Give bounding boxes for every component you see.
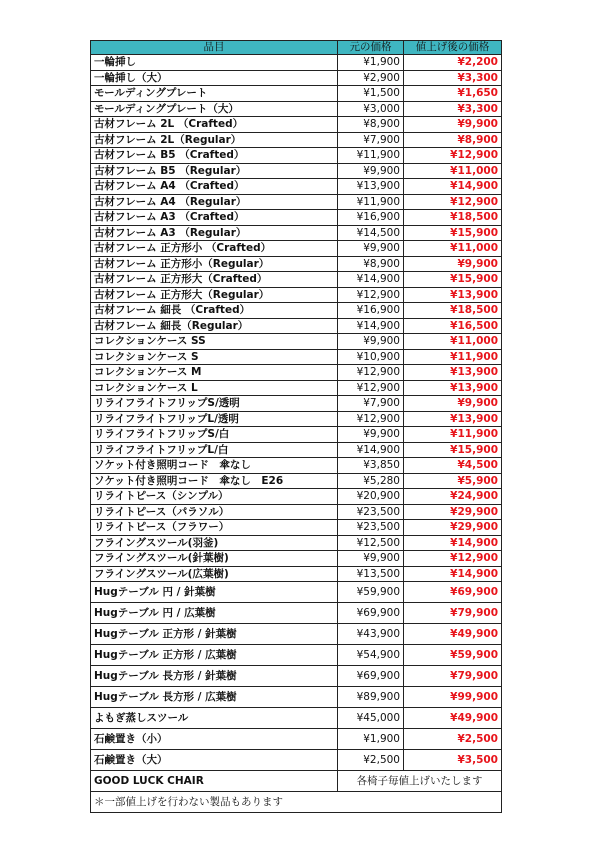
table-row xyxy=(91,771,502,792)
original-price: ¥8,900 xyxy=(338,117,404,133)
table-row xyxy=(91,148,502,164)
original-price: ¥14,900 xyxy=(338,272,404,288)
table-row xyxy=(91,287,502,303)
table-row xyxy=(91,101,502,117)
table-body xyxy=(91,55,502,813)
new-price: ¥12,900 xyxy=(404,194,502,210)
new-price: ¥9,900 xyxy=(404,396,502,412)
price-table xyxy=(90,40,502,813)
new-price: ¥14,900 xyxy=(404,535,502,551)
table-row xyxy=(91,504,502,520)
footnote: ＊一部値上げを行わない製品もあります xyxy=(91,792,502,813)
table-row xyxy=(91,687,502,708)
item-name: 古材フレーム 2L （Crafted） xyxy=(91,117,338,133)
table-row xyxy=(91,411,502,427)
new-price: ¥2,200 xyxy=(404,55,502,71)
table-row xyxy=(91,442,502,458)
item-name: リライトピース（フラワー） xyxy=(91,520,338,536)
item-name: ソケット付き照明コード 傘なし E26 xyxy=(91,473,338,489)
table-row xyxy=(91,256,502,272)
table-row xyxy=(91,210,502,226)
new-price: ¥29,900 xyxy=(404,520,502,536)
original-price: ¥2,500 xyxy=(338,750,404,771)
new-price: ¥15,900 xyxy=(404,442,502,458)
item-name: 古材フレーム A4 （Regular） xyxy=(91,194,338,210)
table-row xyxy=(91,241,502,257)
new-price: ¥49,900 xyxy=(404,624,502,645)
table-row xyxy=(91,750,502,771)
table-row xyxy=(91,729,502,750)
table-row xyxy=(91,396,502,412)
table-row xyxy=(91,349,502,365)
new-price: ¥14,900 xyxy=(404,179,502,195)
original-price: ¥1,900 xyxy=(338,729,404,750)
new-price: ¥12,900 xyxy=(404,148,502,164)
new-price: ¥13,900 xyxy=(404,411,502,427)
new-price: ¥18,500 xyxy=(404,210,502,226)
table-row xyxy=(91,179,502,195)
table-row xyxy=(91,380,502,396)
item-name: フライングスツール(羽釜) xyxy=(91,535,338,551)
original-price: ¥23,500 xyxy=(338,504,404,520)
original-price: ¥13,500 xyxy=(338,566,404,582)
item-name: リライフライトフリップL/白 xyxy=(91,442,338,458)
table-row xyxy=(91,520,502,536)
item-name: よもぎ蒸しスツール xyxy=(91,708,338,729)
original-price: ¥8,900 xyxy=(338,256,404,272)
new-price: ¥49,900 xyxy=(404,708,502,729)
original-price: ¥3,850 xyxy=(338,458,404,474)
new-price: ¥3,300 xyxy=(404,101,502,117)
new-price: ¥15,900 xyxy=(404,272,502,288)
new-price: ¥9,900 xyxy=(404,117,502,133)
item-name: Hugテーブル 正方形 / 広葉樹 xyxy=(91,645,338,666)
new-price: ¥2,500 xyxy=(404,729,502,750)
item-name: モールディングプレート xyxy=(91,86,338,102)
item-name: Hugテーブル 長方形 / 広葉樹 xyxy=(91,687,338,708)
table-row xyxy=(91,566,502,582)
item-name: 古材フレーム 正方形大（Regular） xyxy=(91,287,338,303)
new-price: ¥79,900 xyxy=(404,666,502,687)
item-name: Hugテーブル 正方形 / 針葉樹 xyxy=(91,624,338,645)
item-name: 古材フレーム B5 （Crafted） xyxy=(91,148,338,164)
new-price: ¥13,900 xyxy=(404,287,502,303)
original-price: ¥9,900 xyxy=(338,427,404,443)
table-row xyxy=(91,334,502,350)
new-price: ¥69,900 xyxy=(404,582,502,603)
original-price: ¥43,900 xyxy=(338,624,404,645)
item-name: Hugテーブル 円 / 針葉樹 xyxy=(91,582,338,603)
table-row xyxy=(91,225,502,241)
table-row xyxy=(91,194,502,210)
item-name: ソケット付き照明コード 傘なし xyxy=(91,458,338,474)
original-price: ¥12,900 xyxy=(338,287,404,303)
new-price: ¥24,900 xyxy=(404,489,502,505)
new-price: ¥16,500 xyxy=(404,318,502,334)
new-price: ¥11,000 xyxy=(404,163,502,179)
item-name: 古材フレーム 正方形小（Regular） xyxy=(91,256,338,272)
item-name: 一輪挿し（大） xyxy=(91,70,338,86)
table-row xyxy=(91,666,502,687)
new-price: ¥11,900 xyxy=(404,427,502,443)
table-row xyxy=(91,473,502,489)
item-name: 石鹸置き（大） xyxy=(91,750,338,771)
item-name: フライングスツール(広葉樹) xyxy=(91,566,338,582)
new-price: ¥14,900 xyxy=(404,566,502,582)
new-price: ¥59,900 xyxy=(404,645,502,666)
item-name: 一輪挿し xyxy=(91,55,338,71)
item-name: 古材フレーム 2L（Regular） xyxy=(91,132,338,148)
original-price: ¥7,900 xyxy=(338,396,404,412)
original-price: ¥12,500 xyxy=(338,535,404,551)
header-new-price: 値上げ後の価格 xyxy=(404,41,502,55)
table-row xyxy=(91,582,502,603)
table-row xyxy=(91,551,502,567)
item-name: コレクションケース SS xyxy=(91,334,338,350)
original-price: ¥3,000 xyxy=(338,101,404,117)
original-price: ¥14,900 xyxy=(338,442,404,458)
item-name: コレクションケース M xyxy=(91,365,338,381)
new-price: ¥29,900 xyxy=(404,504,502,520)
new-price: ¥13,900 xyxy=(404,365,502,381)
item-name: 古材フレーム B5 （Regular） xyxy=(91,163,338,179)
table-row xyxy=(91,70,502,86)
original-price: ¥16,900 xyxy=(338,303,404,319)
new-price: ¥99,900 xyxy=(404,687,502,708)
header-item: 品目 xyxy=(91,41,338,55)
new-price: ¥11,900 xyxy=(404,349,502,365)
original-price: ¥69,900 xyxy=(338,666,404,687)
price-note: 各椅子毎値上げいたします xyxy=(338,771,502,792)
table-row xyxy=(91,303,502,319)
item-name: 古材フレーム A4 （Crafted） xyxy=(91,179,338,195)
table-header-row xyxy=(91,41,502,55)
item-name: リライフライトフリップS/白 xyxy=(91,427,338,443)
item-name: GOOD LUCK CHAIR xyxy=(91,771,338,792)
original-price: ¥9,900 xyxy=(338,241,404,257)
item-name: リライフライトフリップS/透明 xyxy=(91,396,338,412)
original-price: ¥23,500 xyxy=(338,520,404,536)
table-row xyxy=(91,603,502,624)
item-name: 古材フレーム 正方形大（Crafted） xyxy=(91,272,338,288)
original-price: ¥10,900 xyxy=(338,349,404,365)
original-price: ¥54,900 xyxy=(338,645,404,666)
original-price: ¥12,900 xyxy=(338,365,404,381)
item-name: コレクションケース S xyxy=(91,349,338,365)
original-price: ¥9,900 xyxy=(338,551,404,567)
table-row xyxy=(91,86,502,102)
table-row xyxy=(91,427,502,443)
table-row xyxy=(91,645,502,666)
original-price: ¥7,900 xyxy=(338,132,404,148)
item-name: 古材フレーム 細長 （Crafted） xyxy=(91,303,338,319)
original-price: ¥14,900 xyxy=(338,318,404,334)
new-price: ¥11,000 xyxy=(404,241,502,257)
table-row xyxy=(91,624,502,645)
table-row xyxy=(91,163,502,179)
new-price: ¥3,500 xyxy=(404,750,502,771)
item-name: 古材フレーム A3 （Regular） xyxy=(91,225,338,241)
new-price: ¥4,500 xyxy=(404,458,502,474)
item-name: 古材フレーム 正方形小 （Crafted） xyxy=(91,241,338,257)
original-price: ¥59,900 xyxy=(338,582,404,603)
item-name: モールディングプレート（大） xyxy=(91,101,338,117)
original-price: ¥9,900 xyxy=(338,163,404,179)
original-price: ¥11,900 xyxy=(338,148,404,164)
item-name: フライングスツール(針葉樹) xyxy=(91,551,338,567)
original-price: ¥89,900 xyxy=(338,687,404,708)
original-price: ¥45,000 xyxy=(338,708,404,729)
new-price: ¥12,900 xyxy=(404,551,502,567)
new-price: ¥3,300 xyxy=(404,70,502,86)
original-price: ¥13,900 xyxy=(338,179,404,195)
new-price: ¥5,900 xyxy=(404,473,502,489)
footnote-row xyxy=(91,792,502,813)
item-name: リライフライトフリップL/透明 xyxy=(91,411,338,427)
table-row xyxy=(91,458,502,474)
original-price: ¥5,280 xyxy=(338,473,404,489)
item-name: リライトピース（パラソル） xyxy=(91,504,338,520)
item-name: 古材フレーム A3 （Crafted） xyxy=(91,210,338,226)
original-price: ¥9,900 xyxy=(338,334,404,350)
table-row xyxy=(91,117,502,133)
new-price: ¥18,500 xyxy=(404,303,502,319)
original-price: ¥12,900 xyxy=(338,380,404,396)
original-price: ¥69,900 xyxy=(338,603,404,624)
original-price: ¥20,900 xyxy=(338,489,404,505)
table-row xyxy=(91,489,502,505)
new-price: ¥1,650 xyxy=(404,86,502,102)
table-row xyxy=(91,535,502,551)
item-name: 石鹸置き（小） xyxy=(91,729,338,750)
original-price: ¥1,500 xyxy=(338,86,404,102)
table-row xyxy=(91,132,502,148)
item-name: Hugテーブル 長方形 / 針葉樹 xyxy=(91,666,338,687)
table-row xyxy=(91,272,502,288)
new-price: ¥13,900 xyxy=(404,380,502,396)
original-price: ¥11,900 xyxy=(338,194,404,210)
new-price: ¥15,900 xyxy=(404,225,502,241)
item-name: コレクションケース L xyxy=(91,380,338,396)
table-row xyxy=(91,365,502,381)
new-price: ¥8,900 xyxy=(404,132,502,148)
table-row xyxy=(91,55,502,71)
original-price: ¥16,900 xyxy=(338,210,404,226)
original-price: ¥1,900 xyxy=(338,55,404,71)
item-name: 古材フレーム 細長（Regular） xyxy=(91,318,338,334)
new-price: ¥79,900 xyxy=(404,603,502,624)
original-price: ¥12,900 xyxy=(338,411,404,427)
item-name: リライトピース（シンプル） xyxy=(91,489,338,505)
table-row xyxy=(91,318,502,334)
new-price: ¥9,900 xyxy=(404,256,502,272)
item-name: Hugテーブル 円 / 広葉樹 xyxy=(91,603,338,624)
new-price: ¥11,000 xyxy=(404,334,502,350)
original-price: ¥2,900 xyxy=(338,70,404,86)
original-price: ¥14,500 xyxy=(338,225,404,241)
table-row xyxy=(91,708,502,729)
header-original-price: 元の価格 xyxy=(338,41,404,55)
